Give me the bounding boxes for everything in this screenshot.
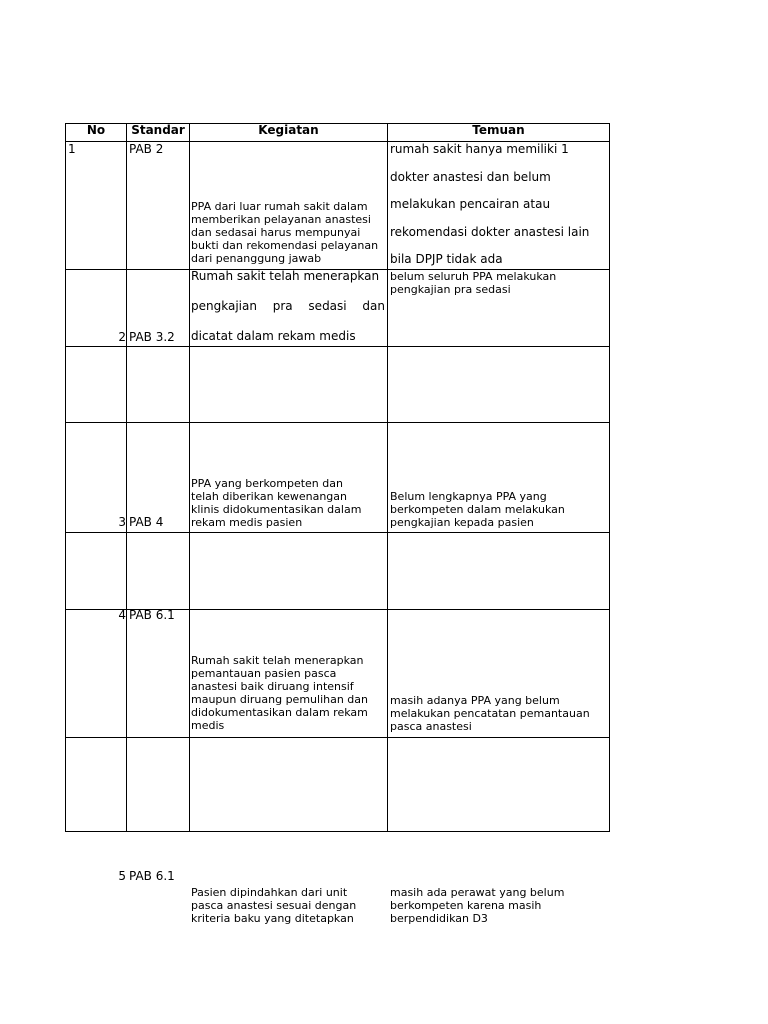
row4-kegiatan: Rumah sakit telah menerapkan pemantauan pasien pasca anastesi baik diruang intensif maupun diruang pemulihan dan didokumentasikan dalam rekam medis xyxy=(191,654,368,732)
row2-no: 2 xyxy=(118,330,126,344)
row-border xyxy=(65,737,610,738)
row2-temuan: belum seluruh PPA melakukan pengkajian pra sedasi xyxy=(390,270,557,296)
row1-temuan-line: rumah sakit hanya memiliki 1 xyxy=(390,142,569,156)
row3-kegiatan: PPA yang berkompeten dan telah diberikan kewenangan klinis didokumentasikan dalam rekam medis pasien xyxy=(191,477,362,529)
row5-standar: PAB 6.1 xyxy=(129,869,175,883)
row1-temuan-line: rekomendasi dokter anastesi lain xyxy=(390,225,590,239)
header-temuan: Temuan xyxy=(472,123,525,137)
row1-temuan-line: melakukan pencairan atau xyxy=(390,197,551,211)
row5-temuan: masih ada perawat yang belum berkompeten karena masih berpendidikan D3 xyxy=(390,886,565,925)
col-border xyxy=(126,123,127,832)
row1-standar: PAB 2 xyxy=(129,142,164,156)
row3-temuan: Belum lengkapnya PPA yang berkompeten dalam melakukan pengkajian kepada pasien xyxy=(390,490,565,529)
row2-standar: PAB 3.2 xyxy=(129,330,175,344)
col-border xyxy=(609,123,610,832)
row4-no: 4 xyxy=(118,608,126,622)
row2-kegiatan-line: dicatat dalam rekam medis xyxy=(191,329,356,343)
row-border xyxy=(65,422,610,423)
row-border xyxy=(65,346,610,347)
row4-standar: PAB 6.1 xyxy=(129,608,175,622)
row1-no: 1 xyxy=(68,142,76,156)
row3-no: 3 xyxy=(118,515,126,529)
row4-temuan: masih adanya PPA yang belum melakukan pencatatan pemantauan pasca anastesi xyxy=(390,694,590,733)
row2-kegiatan-line: Rumah sakit telah menerapkan xyxy=(191,269,380,283)
row1-temuan-line: dokter anastesi dan belum xyxy=(390,170,551,184)
row1-temuan-line: bila DPJP tidak ada xyxy=(390,252,503,266)
row5-kegiatan: Pasien dipindahkan dari unit pasca anastesi sesuai dengan kriteria baku yang ditetapkan xyxy=(191,886,357,925)
col-border xyxy=(65,123,66,832)
row1-kegiatan: PPA dari luar rumah sakit dalam memberikan pelayanan anastesi dan sedasai harus mempunyai bukti dan rekomendasi pelayanan dari penanggung jawab xyxy=(191,200,379,265)
header-no: No xyxy=(86,123,106,137)
row-border xyxy=(65,532,610,533)
row3-standar: PAB 4 xyxy=(129,515,164,529)
row-border xyxy=(65,831,610,832)
row2-kegiatan-line: pengkajian pra sedasi dan xyxy=(191,299,385,313)
header-kegiatan: Kegiatan xyxy=(258,123,319,137)
header-standar: Standar xyxy=(131,123,185,137)
row5-no: 5 xyxy=(118,869,126,883)
